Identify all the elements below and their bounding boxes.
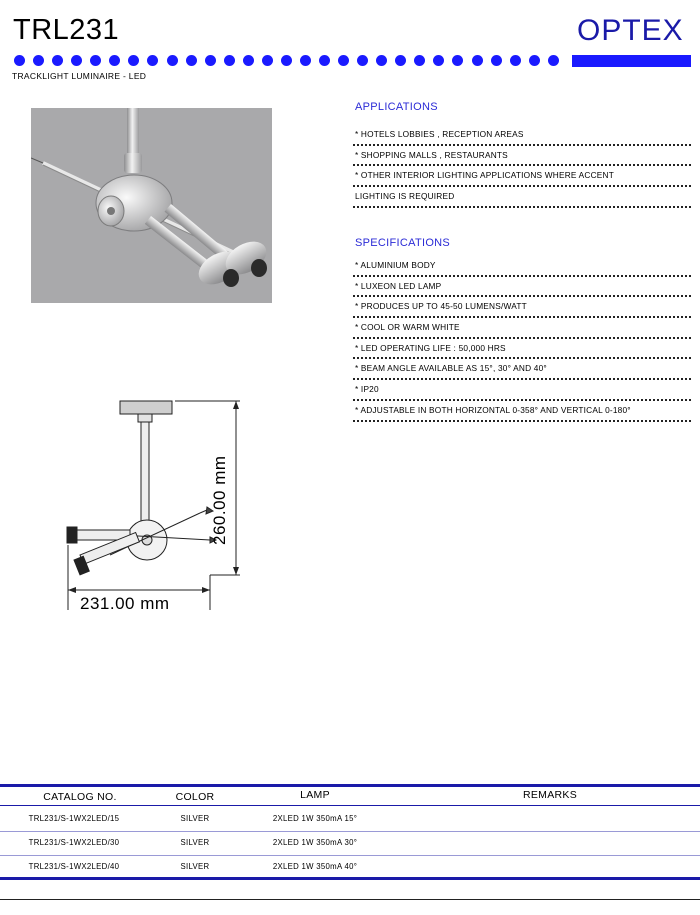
table-cell-color: SILVER bbox=[180, 838, 210, 847]
applications-item: LIGHTING IS REQUIRED bbox=[353, 187, 691, 208]
divider-dot bbox=[128, 55, 139, 66]
divider-dot bbox=[491, 55, 502, 66]
specifications-item: * ADJUSTABLE IN BOTH HORIZONTAL 0-358° AND VERTICAL 0-180° bbox=[353, 401, 691, 422]
specifications-item: * LED OPERATING LIFE : 50,000 HRS bbox=[353, 339, 691, 360]
applications-item: * HOTELS LOBBIES , RECEPTION AREAS bbox=[353, 125, 691, 146]
divider-dot bbox=[414, 55, 425, 66]
table-top-rule bbox=[0, 784, 700, 787]
table-header-color: COLOR bbox=[175, 791, 215, 803]
table-cell-catalog: TRL231/S-1WX2LED/40 bbox=[28, 862, 120, 871]
divider-dot bbox=[90, 55, 101, 66]
table-footer-rule bbox=[0, 899, 700, 900]
table-cell-lamp: 2XLED 1W 350mA 30° bbox=[272, 838, 358, 847]
divider-dot bbox=[548, 55, 559, 66]
width-dimension-label: 231.00 mm bbox=[80, 594, 170, 613]
divider-dot bbox=[224, 55, 235, 66]
brand-logo: OPTEX bbox=[577, 14, 684, 47]
applications-list bbox=[353, 125, 691, 208]
table-header-lamp: LAMP bbox=[300, 789, 330, 801]
table-cell-color: SILVER bbox=[180, 862, 210, 871]
product-photo bbox=[31, 108, 272, 303]
table-row-rule bbox=[0, 831, 700, 832]
divider-dot bbox=[281, 55, 292, 66]
specifications-item: * BEAM ANGLE AVAILABLE AS 15°, 30° AND 40° bbox=[353, 359, 691, 380]
divider-dot bbox=[52, 55, 63, 66]
divider-dot bbox=[109, 55, 120, 66]
specifications-item: * PRODUCES UP TO 45-50 LUMENS/WATT bbox=[353, 297, 691, 318]
divider-dot bbox=[452, 55, 463, 66]
divider-dot bbox=[186, 55, 197, 66]
table-cell-color: SILVER bbox=[180, 814, 210, 823]
applications-item: * SHOPPING MALLS , RESTAURANTS bbox=[353, 146, 691, 167]
table-row-rule bbox=[0, 855, 700, 856]
divider-dot bbox=[357, 55, 368, 66]
divider-dot bbox=[395, 55, 406, 66]
divider-dot bbox=[319, 55, 330, 66]
dot-divider bbox=[14, 55, 559, 67]
divider-dot bbox=[243, 55, 254, 66]
divider-dot bbox=[205, 55, 216, 66]
table-cell-catalog: TRL231/S-1WX2LED/15 bbox=[28, 814, 120, 823]
divider-dot bbox=[167, 55, 178, 66]
divider-dot bbox=[472, 55, 483, 66]
divider-dot bbox=[147, 55, 158, 66]
specifications-item: * COOL OR WARM WHITE bbox=[353, 318, 691, 339]
divider-dot bbox=[33, 55, 44, 66]
table-header-remarks: REMARKS bbox=[522, 789, 578, 801]
table-header-rule bbox=[0, 805, 700, 806]
specifications-item: * ALUMINIUM BODY bbox=[353, 256, 691, 277]
specifications-list bbox=[353, 256, 691, 422]
table-bottom-rule bbox=[0, 877, 700, 880]
product-subtitle: TRACKLIGHT LUMINAIRE - LED bbox=[12, 71, 147, 81]
divider-dot bbox=[262, 55, 273, 66]
divider-dot bbox=[338, 55, 349, 66]
height-dimension-label: 260.00 mm bbox=[210, 455, 229, 545]
model-title: TRL231 bbox=[13, 14, 120, 46]
specifications-heading: SPECIFICATIONS bbox=[355, 237, 451, 249]
divider-dot bbox=[433, 55, 444, 66]
table-cell-lamp: 2XLED 1W 350mA 15° bbox=[272, 814, 358, 823]
table-header-catalog: CATALOG NO. bbox=[43, 791, 117, 803]
specifications-item: * LUXEON LED LAMP bbox=[353, 277, 691, 298]
divider-dot bbox=[71, 55, 82, 66]
table-cell-catalog: TRL231/S-1WX2LED/30 bbox=[28, 838, 120, 847]
brand-bar bbox=[572, 55, 691, 67]
applications-item: * OTHER INTERIOR LIGHTING APPLICATIONS WHERE ACCENT bbox=[353, 166, 691, 187]
table-cell-lamp: 2XLED 1W 350mA 40° bbox=[272, 862, 358, 871]
divider-dot bbox=[300, 55, 311, 66]
divider-dot bbox=[529, 55, 540, 66]
divider-dot bbox=[376, 55, 387, 66]
dimension-drawing bbox=[40, 395, 290, 620]
divider-dot bbox=[510, 55, 521, 66]
divider-dot bbox=[14, 55, 25, 66]
applications-heading: APPLICATIONS bbox=[355, 101, 438, 113]
specifications-item: * IP20 bbox=[353, 380, 691, 401]
